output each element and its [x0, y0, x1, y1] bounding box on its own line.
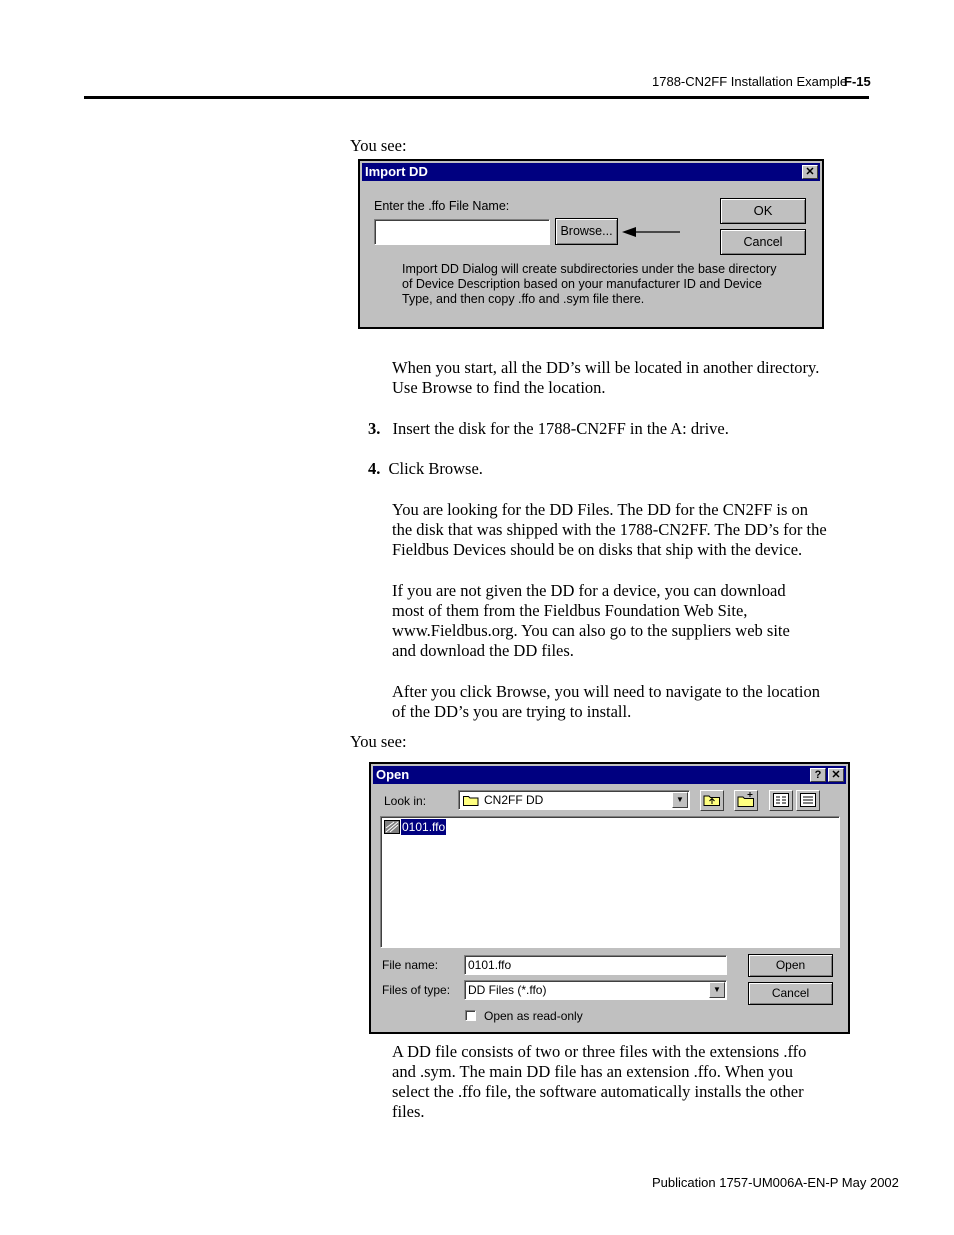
you-see-label-1: You see: [350, 136, 407, 155]
look-in-value: CN2FF DD [484, 793, 544, 807]
step-text: Insert the disk for the 1788-CN2FF in the A: drive. [392, 419, 729, 438]
import-dd-title: Import DD [365, 164, 428, 179]
step-4 [368, 459, 483, 479]
footer-publication: Publication 1757-UM006A-EN-P May 2002 [652, 1175, 899, 1190]
cancel-button[interactable]: Cancel [748, 982, 833, 1005]
files-of-type-select[interactable] [464, 980, 727, 1000]
text-line: www.Fieldbus.org. You can also go to the suppliers web site [392, 621, 790, 640]
ffo-file-name-input[interactable] [374, 219, 550, 245]
look-in-select[interactable] [458, 790, 690, 810]
files-of-type-label: Files of type: [382, 983, 451, 997]
up-folder-icon [703, 793, 721, 807]
folder-icon [463, 794, 479, 806]
help-icon[interactable]: ? [810, 768, 826, 782]
details-view-button[interactable] [796, 790, 820, 811]
list-view-icon [773, 793, 789, 807]
ok-button[interactable]: OK [720, 198, 806, 224]
para-after [392, 682, 868, 722]
page-number: F-15 [844, 74, 871, 89]
browse-button[interactable]: Browse... [555, 218, 618, 245]
text-line: After you click Browse, you will need to navigate to the location [392, 682, 820, 701]
text-line: select the .ffo file, the software automatically installs the other [392, 1082, 804, 1101]
info-line: of Device Description based on your manufacturer ID and Device [402, 277, 762, 291]
list-view-button[interactable] [769, 790, 793, 811]
para-download [392, 581, 868, 661]
you-see-label-2: You see: [350, 732, 407, 751]
text-line: Use Browse to find the location. [392, 378, 606, 397]
text-line: Fieldbus Devices should be on disks that ship with the device. [392, 540, 803, 559]
import-dd-titlebar [362, 163, 820, 181]
file-name-input[interactable] [464, 955, 727, 975]
details-view-icon [800, 793, 816, 807]
step-number: 3. [368, 419, 381, 438]
import-dd-info [402, 262, 776, 307]
read-only-checkbox[interactable] [465, 1010, 476, 1021]
read-only-label: Open as read-only [484, 1009, 583, 1023]
text-line: files. [392, 1102, 425, 1121]
para-start [392, 358, 868, 398]
file-name-value: 0101.ffo [468, 958, 512, 972]
look-in-label: Look in: [384, 794, 427, 808]
text-line: A DD file consists of two or three files with the extensions .ffo [392, 1042, 807, 1061]
import-dd-dialog [358, 159, 824, 329]
text-line: and download the DD files. [392, 641, 574, 660]
files-of-type-value: DD Files (*.ffo) [468, 983, 547, 997]
chapter-title: 1788-CN2FF Installation Example [652, 74, 848, 89]
ffo-file-name-label: Enter the .ffo File Name: [374, 199, 510, 213]
file-list[interactable] [380, 816, 840, 948]
text-line: most of them from the Fieldbus Foundation Web Site, [392, 601, 748, 620]
step-text: Click Browse. [388, 459, 483, 478]
text-line: You are looking for the DD Files. The DD for the CN2FF is on [392, 500, 809, 519]
info-line: Type, and then copy .ffo and .sym file there. [402, 292, 645, 306]
arrow-left-icon [622, 225, 682, 239]
step-number: 4. [368, 459, 381, 478]
close-icon[interactable]: ✕ [802, 165, 818, 179]
open-button[interactable]: Open [748, 954, 833, 977]
text-line: the disk that was shipped with the 1788-CN2FF. The DD’s for the [392, 520, 827, 539]
para-final [392, 1042, 868, 1122]
para-looking [392, 500, 868, 560]
chevron-down-icon[interactable]: ▼ [672, 792, 688, 808]
cancel-button[interactable]: Cancel [720, 229, 806, 255]
text-line: When you start, all the DD’s will be located in another directory. [392, 358, 820, 377]
file-icon [384, 820, 400, 834]
header-rule [84, 96, 869, 99]
chevron-down-icon[interactable]: ▼ [709, 982, 725, 998]
step-3 [368, 419, 729, 439]
text-line: and .sym. The main DD file has an extension .ffo. When you [392, 1062, 793, 1081]
info-line: Import DD Dialog will create subdirectories under the base directory [402, 262, 777, 276]
file-name: 0101.ffo [402, 820, 446, 834]
new-folder-icon [737, 792, 755, 808]
up-folder-button[interactable] [700, 790, 724, 811]
new-folder-button[interactable] [734, 790, 758, 811]
open-titlebar [373, 766, 846, 784]
open-title: Open [376, 767, 410, 782]
close-icon[interactable]: ✕ [828, 768, 844, 782]
text-line: of the DD’s you are trying to install. [392, 702, 632, 721]
text-line: If you are not given the DD for a device, you can download [392, 581, 786, 600]
file-name-label: File name: [382, 958, 439, 972]
open-dialog [369, 762, 850, 1034]
